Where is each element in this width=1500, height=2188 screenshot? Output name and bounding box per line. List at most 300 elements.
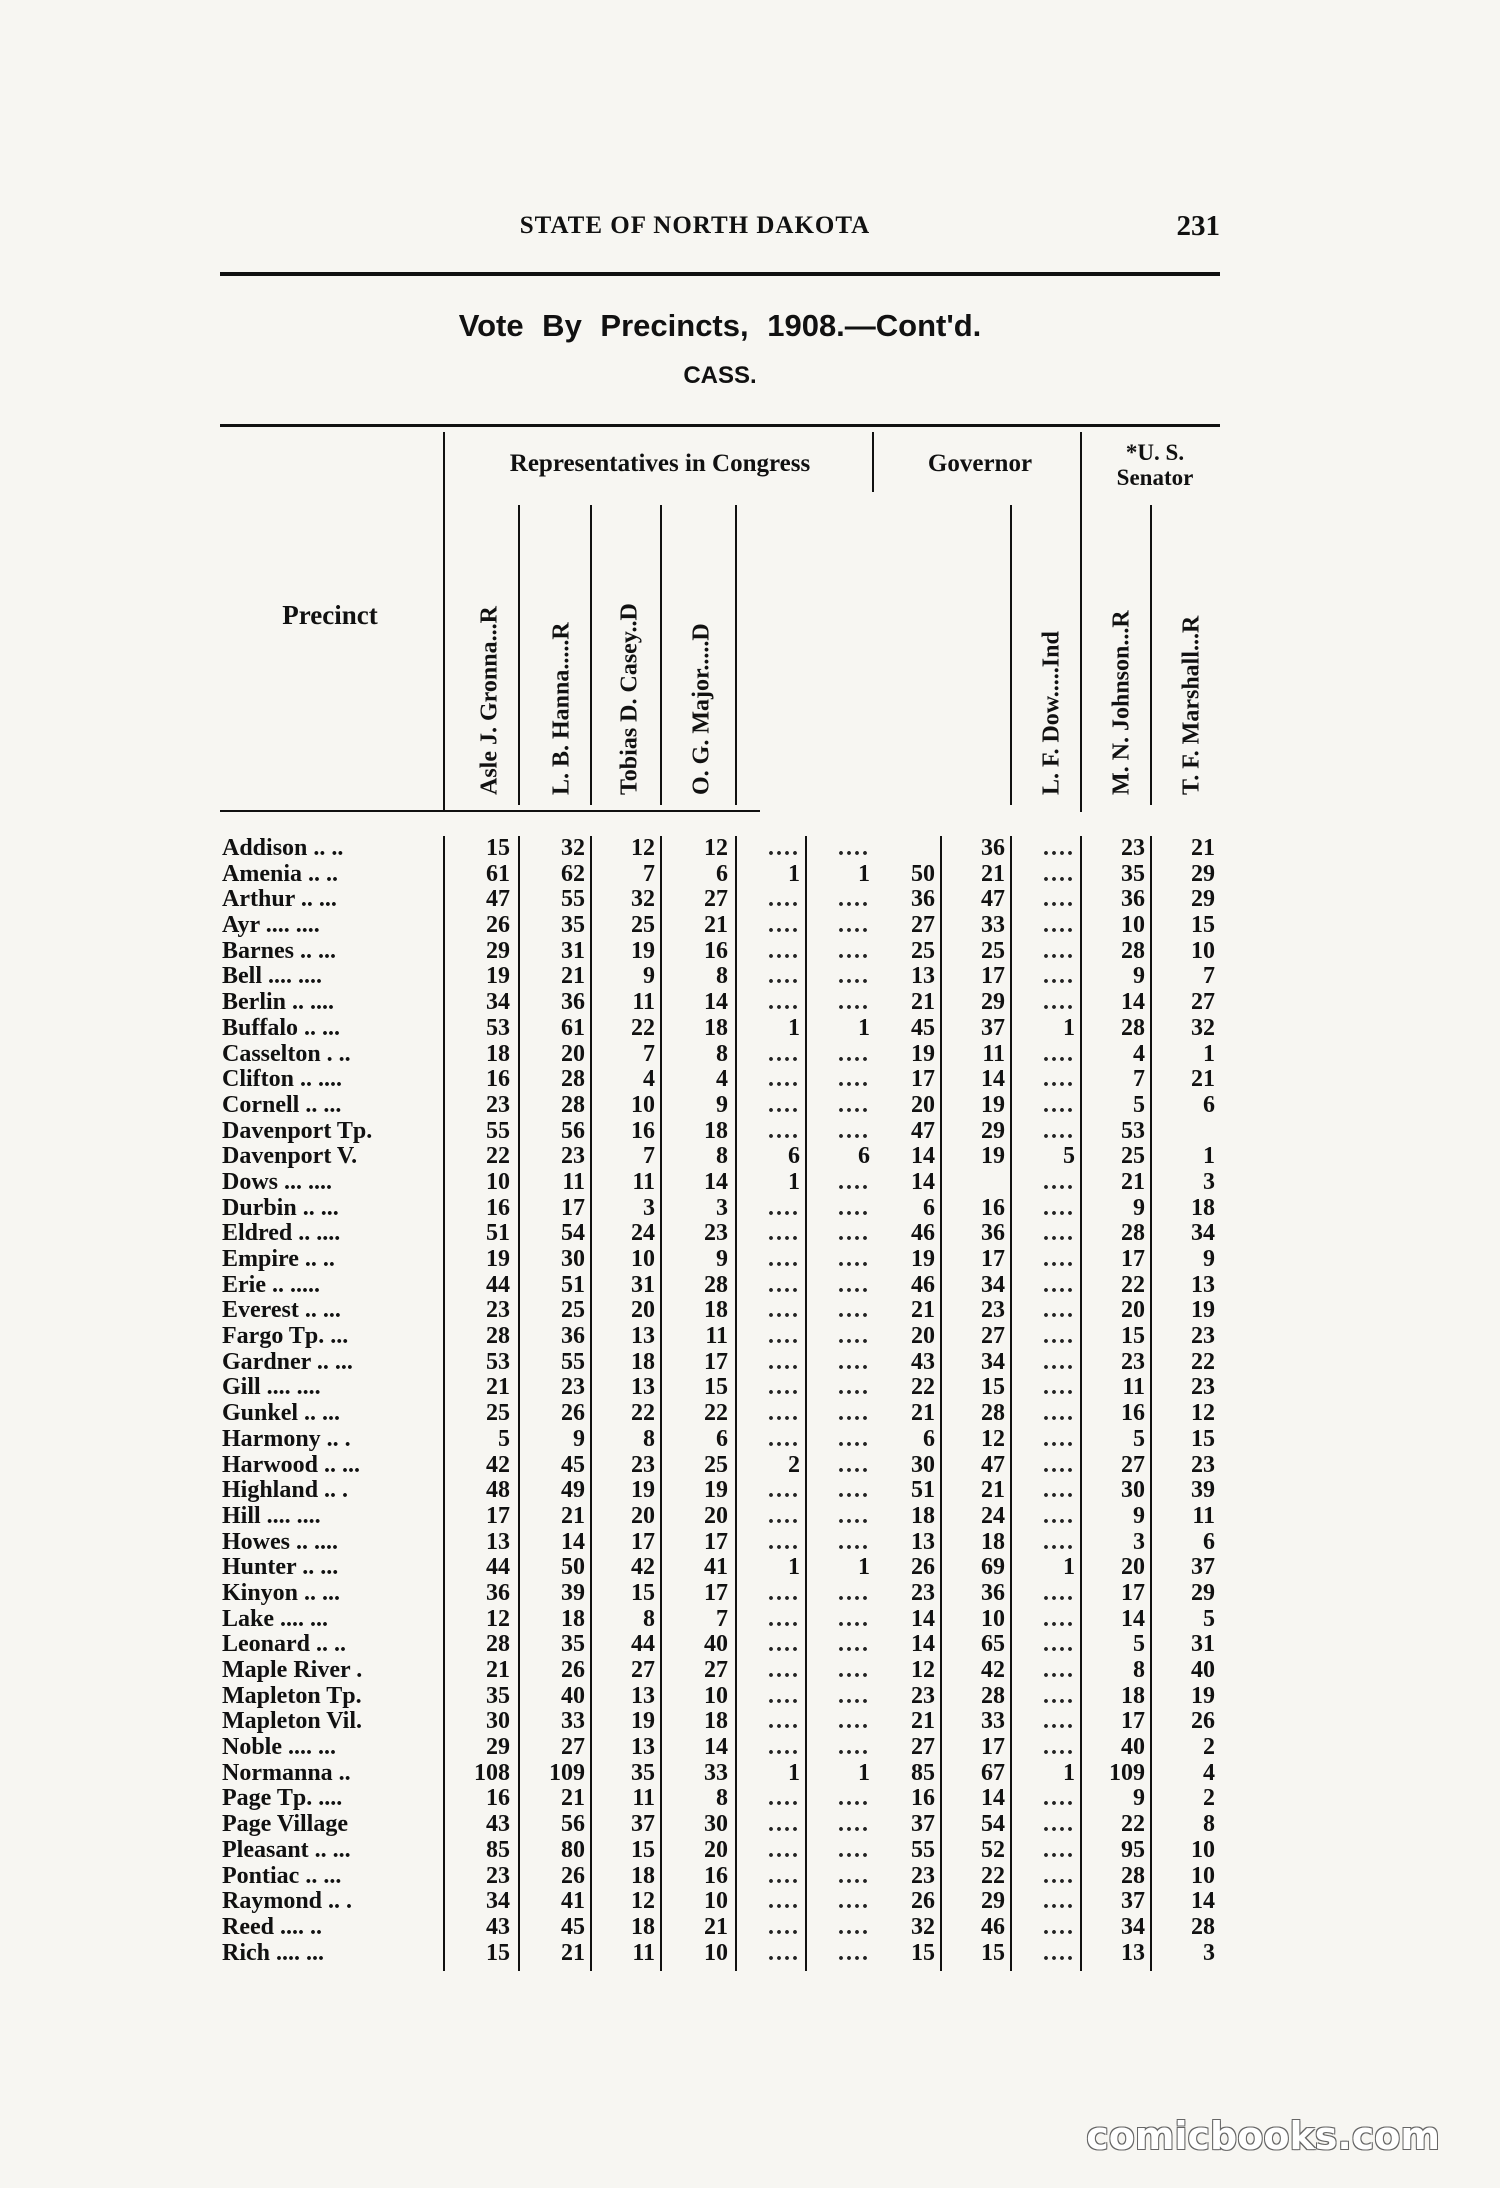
- vote-cell: 10: [486, 1168, 510, 1195]
- vote-cell: ....: [768, 1066, 800, 1093]
- vote-cell: 21: [486, 1657, 510, 1683]
- vote-cell: 5: [498, 1425, 510, 1452]
- vote-cell: 47: [911, 1117, 935, 1144]
- table-row: [222, 1607, 1222, 1633]
- vote-cell: 19: [704, 1477, 728, 1504]
- vote-cell: ....: [838, 1374, 870, 1401]
- vote-cell: 44: [631, 1631, 655, 1658]
- vote-cell: 61: [561, 1014, 585, 1041]
- vote-cell: 45: [911, 1014, 935, 1041]
- vote-cell: 30: [911, 1451, 935, 1478]
- vote-cell: 8: [716, 1785, 728, 1812]
- vote-cell: 14: [911, 1143, 935, 1170]
- vote-cell: 14: [1121, 989, 1145, 1016]
- vote-cell: 35: [486, 1682, 510, 1709]
- vote-cell: ....: [1043, 1862, 1075, 1889]
- vote-cell: 1: [788, 1554, 800, 1581]
- vote-cell: 1: [858, 1759, 870, 1786]
- vote-cell: 21: [1121, 1168, 1145, 1195]
- vote-cell: 27: [1121, 1451, 1145, 1478]
- vote-cell: 53: [486, 1348, 510, 1375]
- vote-cell: 1: [858, 1554, 870, 1581]
- vote-cell: 23: [911, 1862, 935, 1889]
- vote-cell: 27: [704, 886, 728, 913]
- candidate-casey: Tobias D. Casey..D: [616, 603, 643, 795]
- vote-cell: 65: [981, 1631, 1005, 1658]
- vote-cell: 8: [1203, 1811, 1215, 1838]
- table-row: [222, 1221, 1222, 1247]
- vote-cell: 15: [1121, 1323, 1145, 1350]
- vote-cell: 52: [981, 1836, 1005, 1863]
- vote-cell: ....: [1043, 1066, 1075, 1093]
- table-row: [222, 1709, 1222, 1735]
- vote-cell: 9: [1133, 963, 1145, 990]
- vote-cell: ....: [1043, 1477, 1075, 1504]
- vote-cell: 108: [474, 1759, 510, 1786]
- vote-cell: ....: [768, 1939, 800, 1966]
- vote-cell: 19: [911, 1246, 935, 1272]
- vote-cell: 11: [632, 1168, 655, 1195]
- precinct-name: Leonard .. ..: [222, 1632, 347, 1658]
- vote-cell: 18: [631, 1913, 655, 1940]
- candidate-marshall: T. F. Marshall...R: [1178, 615, 1205, 795]
- vote-cell: ....: [1043, 1734, 1075, 1761]
- vote-cell: ....: [838, 963, 870, 990]
- vote-cell: 30: [486, 1708, 510, 1735]
- vote-cell: 80: [561, 1836, 585, 1863]
- vote-cell: 35: [1121, 860, 1145, 887]
- vote-cell: 41: [561, 1888, 585, 1915]
- vote-cell: 33: [981, 1708, 1005, 1735]
- vote-cell: 30: [1121, 1477, 1145, 1504]
- table-row: [222, 1401, 1222, 1427]
- vote-cell: ....: [838, 1579, 870, 1606]
- table-row: [222, 1632, 1222, 1658]
- vote-cell: ....: [838, 1657, 870, 1683]
- vote-cell: 12: [1191, 1400, 1215, 1427]
- vote-cell: 13: [631, 1323, 655, 1350]
- vote-cell: 19: [1191, 1297, 1215, 1324]
- vote-cell: ....: [838, 1040, 870, 1067]
- vote-cell: ....: [838, 1323, 870, 1350]
- vote-cell: 18: [704, 1014, 728, 1041]
- vote-cell: 4: [643, 1066, 655, 1093]
- vote-cell: 27: [704, 1657, 728, 1683]
- vote-cell: 50: [911, 860, 935, 887]
- vote-cell: ....: [838, 1297, 870, 1324]
- vote-cell: 21: [911, 1297, 935, 1324]
- vote-cell: 55: [561, 1348, 585, 1375]
- vote-cell: 23: [1121, 1348, 1145, 1375]
- page-number: 231: [1176, 210, 1220, 242]
- vote-cell: 15: [1191, 1425, 1215, 1452]
- vote-cell: 23: [486, 1091, 510, 1118]
- vote-cell: 37: [1191, 1554, 1215, 1581]
- vote-cell: 26: [911, 1888, 935, 1915]
- table-row: [222, 1170, 1222, 1196]
- vote-cell: ....: [1043, 1220, 1075, 1247]
- vote-cell: 20: [631, 1297, 655, 1324]
- vote-cell: 34: [486, 1888, 510, 1915]
- vote-cell: ....: [768, 912, 800, 939]
- table-row: [222, 1196, 1222, 1222]
- vote-cell: 21: [561, 963, 585, 990]
- vote-cell: 21: [704, 1913, 728, 1940]
- vote-cell: 28: [561, 1066, 585, 1093]
- vote-cell: 3: [643, 1194, 655, 1221]
- vote-cell: ....: [768, 989, 800, 1016]
- precinct-name: Harmony .. .: [222, 1426, 351, 1452]
- vote-cell: ....: [768, 1657, 800, 1683]
- watermark: comicbooks.com: [1086, 2114, 1440, 2158]
- precinct-name: Normanna ..: [222, 1760, 351, 1786]
- header-divider: [443, 432, 445, 812]
- vote-cell: 6: [1203, 1528, 1215, 1555]
- vote-cell: 25: [911, 937, 935, 964]
- vote-cell: 33: [981, 912, 1005, 939]
- vote-cell: 21: [911, 1708, 935, 1735]
- vote-cell: 1: [788, 1168, 800, 1195]
- vote-cell: 16: [1121, 1400, 1145, 1427]
- vote-cell: 26: [486, 912, 510, 939]
- vote-cell: 26: [561, 1862, 585, 1889]
- precinct-name: Noble .... ...: [222, 1735, 336, 1761]
- vote-cell: 22: [486, 1143, 510, 1170]
- precinct-name: Reed .... ..: [222, 1914, 322, 1940]
- precinct-name: Howes .. ....: [222, 1529, 338, 1555]
- vote-cell: 18: [631, 1348, 655, 1375]
- vote-cell: ....: [838, 1631, 870, 1658]
- vote-cell: 23: [704, 1220, 728, 1247]
- table-row: [222, 887, 1222, 913]
- vote-cell: 3: [716, 1194, 728, 1221]
- precinct-name: Mapleton Tp.: [222, 1683, 362, 1709]
- table-row: [222, 1144, 1222, 1170]
- vote-cell: 22: [911, 1374, 935, 1401]
- vote-cell: 17: [631, 1528, 655, 1555]
- vote-cell: 12: [981, 1425, 1005, 1452]
- vote-cell: 17: [981, 1734, 1005, 1761]
- vote-cell: 46: [911, 1220, 935, 1247]
- vote-cell: ....: [768, 1734, 800, 1761]
- vote-cell: 15: [486, 1939, 510, 1966]
- vote-cell: 20: [911, 1091, 935, 1118]
- vote-cell: 16: [486, 1194, 510, 1221]
- vote-cell: 25: [486, 1400, 510, 1427]
- vote-cell: ....: [1043, 886, 1075, 913]
- precinct-name: Buffalo .. ...: [222, 1015, 341, 1041]
- vote-cell: 17: [981, 1246, 1005, 1272]
- vote-cell: ....: [838, 1913, 870, 1940]
- vote-cell: ....: [838, 1425, 870, 1452]
- precinct-name: Hunter .. ...: [222, 1555, 339, 1581]
- vote-cell: 6: [788, 1143, 800, 1170]
- table-row: [222, 1658, 1222, 1684]
- vote-cell: 21: [1191, 1066, 1215, 1093]
- candidate-major: O. G. Major.....D: [688, 623, 715, 795]
- table-row: [222, 1042, 1222, 1068]
- precinct-table: [222, 836, 1222, 1966]
- vote-cell: 39: [1191, 1477, 1215, 1504]
- vote-cell: 34: [486, 989, 510, 1016]
- vote-cell: 23: [631, 1451, 655, 1478]
- vote-cell: ....: [838, 1888, 870, 1915]
- vote-cell: 21: [981, 860, 1005, 887]
- vote-cell: 28: [486, 1631, 510, 1658]
- page-title: Vote By Precincts, 1908.—Cont'd.: [458, 308, 982, 343]
- table-row: [222, 1350, 1222, 1376]
- precinct-name: Eldred .. ....: [222, 1221, 341, 1247]
- vote-cell: 32: [1191, 1014, 1215, 1041]
- vote-cell: ....: [768, 1246, 800, 1272]
- vote-cell: 36: [911, 886, 935, 913]
- vote-cell: ....: [768, 1862, 800, 1889]
- vote-cell: 34: [981, 1271, 1005, 1298]
- vote-cell: 45: [561, 1913, 585, 1940]
- vote-cell: ....: [1043, 1040, 1075, 1067]
- vote-cell: ....: [768, 1271, 800, 1298]
- vote-cell: 6: [716, 860, 728, 887]
- vote-cell: 29: [486, 937, 510, 964]
- precinct-name: Rich .... ...: [222, 1940, 324, 1966]
- vote-cell: 10: [631, 1246, 655, 1272]
- vote-cell: ....: [1043, 1323, 1075, 1350]
- vote-cell: 23: [911, 1579, 935, 1606]
- precinct-name: Maple River .: [222, 1658, 363, 1683]
- vote-cell: 9: [573, 1425, 585, 1452]
- vote-cell: 28: [1191, 1913, 1215, 1940]
- vote-cell: 27: [561, 1734, 585, 1761]
- vote-cell: 55: [486, 1117, 510, 1144]
- vote-cell: 16: [486, 1785, 510, 1812]
- table-row: [222, 1555, 1222, 1581]
- vote-cell: 48: [486, 1477, 510, 1504]
- vote-cell: 20: [561, 1040, 585, 1067]
- vote-cell: 14: [704, 1734, 728, 1761]
- vote-cell: ....: [838, 1271, 870, 1298]
- vote-cell: ....: [768, 1811, 800, 1838]
- vote-cell: ....: [768, 1040, 800, 1067]
- table-row: [222, 1684, 1222, 1710]
- vote-cell: 23: [981, 1297, 1005, 1324]
- group-header-senator: *U. S. Senator: [1116, 440, 1194, 490]
- vote-cell: ....: [838, 1168, 870, 1195]
- vote-cell: 34: [1191, 1220, 1215, 1247]
- precinct-name: Bell .... ....: [222, 964, 322, 990]
- vote-cell: 51: [911, 1477, 935, 1504]
- table-row: [222, 1761, 1222, 1787]
- vote-cell: 11: [705, 1323, 728, 1350]
- vote-cell: 22: [1121, 1811, 1145, 1838]
- vote-cell: 18: [704, 1708, 728, 1735]
- vote-cell: 20: [704, 1836, 728, 1863]
- vote-cell: 16: [631, 1117, 655, 1144]
- vote-cell: 54: [981, 1811, 1005, 1838]
- vote-cell: 13: [631, 1682, 655, 1709]
- vote-cell: 11: [1192, 1502, 1215, 1529]
- vote-cell: 1: [1203, 1143, 1215, 1170]
- vote-cell: ....: [768, 1502, 800, 1529]
- table-row: [222, 836, 1222, 862]
- vote-cell: 43: [911, 1348, 935, 1375]
- vote-cell: 10: [1191, 1836, 1215, 1863]
- precinct-name: Arthur .. ...: [222, 887, 337, 913]
- vote-cell: 3: [1133, 1528, 1145, 1555]
- vote-cell: 18: [1191, 1194, 1215, 1221]
- vote-cell: 54: [561, 1220, 585, 1247]
- vote-cell: 10: [704, 1682, 728, 1709]
- precinct-name: Barnes .. ...: [222, 938, 336, 964]
- table-row: [222, 1093, 1222, 1119]
- vote-cell: 8: [643, 1605, 655, 1632]
- candidate-dow: L. F. Dow.....Ind: [1038, 631, 1065, 795]
- vote-cell: ....: [838, 1836, 870, 1863]
- vote-cell: 9: [1203, 1246, 1215, 1272]
- vote-cell: 8: [643, 1425, 655, 1452]
- vote-cell: 5: [1063, 1143, 1075, 1170]
- vote-cell: 32: [631, 886, 655, 913]
- vote-cell: 10: [631, 1091, 655, 1118]
- table-row: [222, 990, 1222, 1016]
- table-row: [222, 1016, 1222, 1042]
- vote-cell: 40: [1121, 1734, 1145, 1761]
- vote-cell: 4: [1133, 1040, 1145, 1067]
- vote-cell: 17: [561, 1194, 585, 1221]
- table-row: [222, 1119, 1222, 1145]
- vote-cell: 23: [1121, 835, 1145, 861]
- vote-cell: 1: [1063, 1759, 1075, 1786]
- vote-cell: 9: [1133, 1194, 1145, 1221]
- vote-cell: 21: [911, 1400, 935, 1427]
- county-heading: CASS.: [683, 362, 757, 389]
- vote-cell: 17: [981, 963, 1005, 990]
- vote-cell: 9: [1133, 1502, 1145, 1529]
- vote-cell: ....: [768, 1528, 800, 1555]
- vote-cell: 2: [788, 1451, 800, 1478]
- vote-cell: 11: [632, 1785, 655, 1812]
- vote-cell: 14: [561, 1528, 585, 1555]
- vote-cell: 6: [716, 1425, 728, 1452]
- precinct-name: Raymond .. .: [222, 1889, 353, 1915]
- vote-cell: 25: [1121, 1143, 1145, 1170]
- vote-cell: ....: [838, 886, 870, 913]
- vote-cell: ....: [1043, 1682, 1075, 1709]
- vote-cell: 8: [716, 1040, 728, 1067]
- vote-cell: ....: [768, 886, 800, 913]
- vote-cell: 7: [643, 1143, 655, 1170]
- vote-cell: 16: [704, 1862, 728, 1889]
- vote-cell: 51: [486, 1220, 510, 1247]
- vote-cell: 28: [486, 1323, 510, 1350]
- vote-cell: 46: [911, 1271, 935, 1298]
- vote-cell: 10: [1191, 1862, 1215, 1889]
- vote-cell: ....: [838, 1605, 870, 1632]
- vote-cell: 44: [486, 1271, 510, 1298]
- vote-cell: 17: [704, 1528, 728, 1555]
- precinct-name: Pontiac .. ...: [222, 1863, 342, 1889]
- vote-cell: ....: [1043, 1425, 1075, 1452]
- vote-cell: 8: [716, 963, 728, 990]
- vote-cell: ....: [838, 1811, 870, 1838]
- header-rule: [220, 272, 1220, 276]
- precinct-name: Gardner .. ...: [222, 1349, 353, 1375]
- vote-cell: 40: [1191, 1657, 1215, 1683]
- vote-cell: 47: [486, 886, 510, 913]
- precinct-name: Erie .. .....: [222, 1272, 320, 1298]
- table-row: [222, 1427, 1222, 1453]
- vote-cell: 18: [631, 1862, 655, 1889]
- vote-cell: ....: [838, 835, 870, 861]
- vote-cell: 14: [911, 1605, 935, 1632]
- vote-cell: ....: [1043, 1400, 1075, 1427]
- table-row: [222, 964, 1222, 990]
- vote-cell: 17: [704, 1579, 728, 1606]
- vote-cell: 22: [631, 1014, 655, 1041]
- table-row: [222, 939, 1222, 965]
- vote-cell: 67: [981, 1759, 1005, 1786]
- precinct-name: Page Tp. ....: [222, 1786, 343, 1812]
- vote-cell: ....: [838, 1528, 870, 1555]
- precinct-name: Cornell .. ...: [222, 1092, 342, 1118]
- vote-cell: 19: [981, 1091, 1005, 1118]
- vote-cell: ....: [768, 1091, 800, 1118]
- vote-cell: ....: [1043, 1297, 1075, 1324]
- vote-cell: 12: [911, 1657, 935, 1683]
- vote-cell: 18: [486, 1040, 510, 1067]
- vote-cell: 20: [1121, 1297, 1145, 1324]
- precinct-name: Davenport Tp.: [222, 1118, 373, 1144]
- vote-cell: 14: [1121, 1605, 1145, 1632]
- vote-cell: ....: [1043, 1657, 1075, 1683]
- vote-cell: 12: [704, 835, 728, 861]
- vote-cell: ....: [1043, 912, 1075, 939]
- vote-cell: 56: [561, 1117, 585, 1144]
- vote-cell: 18: [704, 1117, 728, 1144]
- vote-cell: 1: [788, 1014, 800, 1041]
- vote-cell: 9: [716, 1091, 728, 1118]
- vote-cell: 13: [631, 1734, 655, 1761]
- vote-cell: 17: [1121, 1579, 1145, 1606]
- vote-cell: 18: [704, 1297, 728, 1324]
- vote-cell: ....: [838, 1348, 870, 1375]
- header-divider: [1010, 505, 1012, 805]
- vote-cell: 22: [981, 1862, 1005, 1889]
- vote-cell: 11: [1122, 1374, 1145, 1401]
- vote-cell: ....: [838, 1708, 870, 1735]
- precinct-name: Amenia .. ..: [222, 861, 338, 887]
- vote-cell: ....: [1043, 963, 1075, 990]
- vote-cell: 56: [561, 1811, 585, 1838]
- vote-cell: ....: [768, 1836, 800, 1863]
- vote-cell: 8: [1133, 1657, 1145, 1683]
- header-bottom-rule: [220, 810, 760, 812]
- vote-cell: 18: [981, 1528, 1005, 1555]
- precinct-name: Everest .. ...: [222, 1298, 341, 1324]
- vote-cell: 5: [1133, 1091, 1145, 1118]
- vote-cell: 19: [981, 1143, 1005, 1170]
- vote-cell: ....: [768, 1220, 800, 1247]
- vote-cell: 13: [1121, 1939, 1145, 1966]
- table-row: [222, 1504, 1222, 1530]
- vote-cell: ....: [1043, 1708, 1075, 1735]
- vote-cell: 8: [716, 1143, 728, 1170]
- vote-cell: 27: [911, 912, 935, 939]
- vote-cell: 15: [981, 1939, 1005, 1966]
- vote-cell: ....: [1043, 1194, 1075, 1221]
- vote-cell: 21: [911, 989, 935, 1016]
- precinct-name: Davenport V.: [222, 1144, 358, 1170]
- vote-cell: 1: [858, 860, 870, 887]
